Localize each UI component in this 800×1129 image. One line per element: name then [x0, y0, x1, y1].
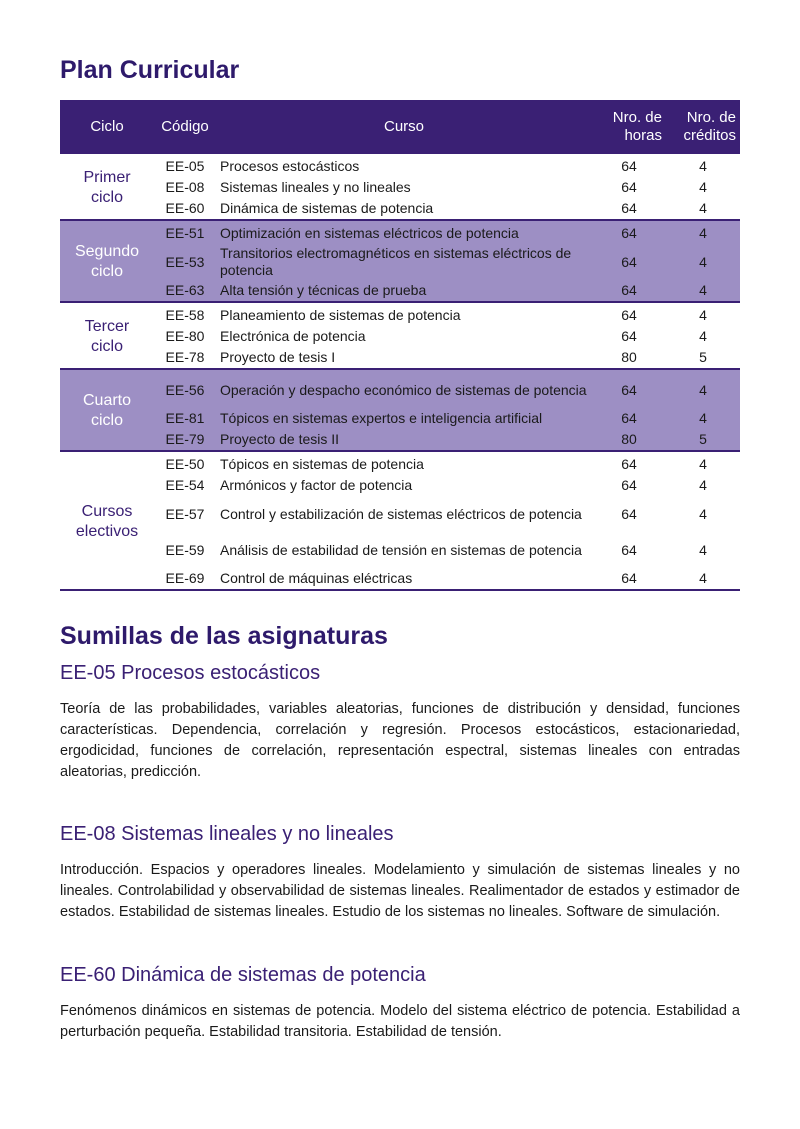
course-name: Proyecto de tesis II [216, 429, 592, 451]
course-hours: 64 [621, 570, 637, 586]
course-name: Proyecto de tesis I [220, 349, 336, 365]
table-row [60, 532, 740, 568]
course-credits: 4 [666, 244, 740, 280]
group-cuarto-ciclo [60, 369, 740, 451]
sumilla-heading: EE-08 Sistemas lineales y no lineales [60, 823, 394, 845]
course-code: EE-63 [154, 280, 216, 302]
table-row [60, 302, 740, 326]
sumilla-text: Introducción. Espacios y operadores lineales. Modelamiento y simulación de sistemas lineales y no lineales. Controlabilidad y observabilidad de sistemas lineales. Realimentador de estados y estimador de estados. Estabilidad de sistemas lineales. Estudio de los sistemas no lineales. Software de simulación. [60, 862, 740, 920]
course-name: Sistemas lineales y no lineales [220, 179, 411, 195]
course-code: EE-54 [165, 477, 205, 493]
curriculum-table [60, 100, 740, 591]
course-code: EE-80 [165, 328, 205, 344]
course-hours: 64 [621, 541, 637, 558]
header-curso: Curso [216, 100, 592, 154]
course-name: Procesos estocásticos [220, 158, 360, 174]
table-row [60, 154, 740, 177]
table-row [60, 347, 740, 369]
course-hours: 80 [621, 349, 637, 365]
course-credits: 4 [699, 158, 707, 174]
course-code: EE-50 [165, 456, 205, 472]
ciclo-label: Primer ciclo [83, 168, 131, 206]
course-credits: 5 [666, 429, 740, 451]
ciclo-label: Tercer ciclo [84, 317, 130, 355]
course-hours: 64 [621, 179, 637, 195]
sumilla-ee08 [60, 823, 740, 923]
course-name: Operación y despacho económico de sistemas de potencia [216, 369, 592, 408]
header-horas: Nro. de horas [592, 100, 666, 154]
course-hours: 64 [592, 244, 666, 280]
table-row [60, 451, 740, 475]
course-credits: 4 [699, 307, 707, 323]
course-credits: 4 [666, 280, 740, 302]
table-row [60, 244, 740, 280]
course-hours: 64 [621, 158, 637, 174]
course-hours: 64 [592, 280, 666, 302]
course-hours: 64 [621, 505, 637, 522]
ciclo-label: Segundo ciclo [60, 220, 154, 302]
group-cursos-electivos [60, 451, 740, 590]
course-name: Control y estabilización de sistemas eléctricos de potencia [220, 505, 582, 522]
group-tercer-ciclo [60, 302, 740, 369]
sumillas-title: Sumillas de las asignaturas [60, 622, 388, 650]
course-name: Electrónica de potencia [220, 328, 366, 344]
group-segundo-ciclo [60, 220, 740, 302]
course-code: EE-79 [154, 429, 216, 451]
plan-curricular-title: Plan Curricular [60, 56, 240, 84]
course-hours: 80 [592, 429, 666, 451]
course-credits: 4 [699, 505, 707, 522]
table-row [60, 177, 740, 198]
course-hours: 64 [592, 369, 666, 408]
course-credits: 4 [666, 369, 740, 408]
course-name: Armónicos y factor de potencia [220, 477, 413, 493]
table-row [60, 408, 740, 429]
header-ciclo: Ciclo [60, 100, 154, 154]
course-name: Alta tensión y técnicas de prueba [216, 280, 592, 302]
course-name: Planeamiento de sistemas de potencia [220, 307, 461, 323]
course-credits: 4 [699, 456, 707, 472]
course-name: Tópicos en sistemas de potencia [220, 456, 424, 472]
course-hours: 64 [621, 328, 637, 344]
course-credits: 4 [699, 179, 707, 195]
group-primer-ciclo [60, 154, 740, 220]
course-code: EE-57 [165, 505, 205, 522]
course-code: EE-81 [154, 408, 216, 429]
course-hours: 64 [621, 307, 637, 323]
course-code: EE-56 [154, 369, 216, 408]
table-row [60, 475, 740, 496]
course-hours: 64 [621, 456, 637, 472]
sumilla-text: Teoría de las probabilidades, variables aleatorias, funciones de distribución y densidad, funciones características. Dependencia, correlación y regresión. Procesos estocásticos, estacionariedad, ergodicidad, funciones de correlación, representación espectral, sistemas lineales con entradas aleatorias, predicción. [60, 701, 740, 780]
table-row [60, 568, 740, 590]
sumilla-heading: EE-60 Dinámica de sistemas de potencia [60, 964, 426, 986]
header-codigo: Código [154, 100, 216, 154]
course-name: Optimización en sistemas eléctricos de potencia [216, 220, 592, 244]
course-code: EE-53 [154, 244, 216, 280]
course-code: EE-08 [165, 179, 205, 195]
course-code: EE-78 [165, 349, 205, 365]
course-name: Control de máquinas eléctricas [220, 570, 413, 586]
course-credits: 4 [699, 570, 707, 586]
table-row [60, 496, 740, 532]
course-credits: 4 [699, 200, 707, 216]
course-code: EE-05 [165, 158, 205, 174]
course-hours: 64 [621, 200, 637, 216]
table-row [60, 280, 740, 302]
course-name: Transitorios electromagnéticos en sistemas eléctricos de potencia [216, 244, 592, 280]
course-code: EE-59 [165, 541, 205, 558]
sumilla-heading: EE-05 Procesos estocásticos [60, 662, 321, 684]
table-row [60, 429, 740, 451]
course-hours: 64 [621, 477, 637, 493]
course-credits: 4 [666, 220, 740, 244]
course-code: EE-58 [165, 307, 205, 323]
table-row [60, 220, 740, 244]
ciclo-label: Cuarto ciclo [60, 369, 154, 451]
course-credits: 4 [666, 408, 740, 429]
sumilla-ee05 [60, 662, 740, 783]
course-code: EE-60 [165, 200, 205, 216]
course-credits: 4 [699, 541, 707, 558]
header-creditos: Nro. de créditos [666, 100, 740, 154]
table-row [60, 198, 740, 220]
sumilla-ee60 [60, 964, 740, 1043]
course-name: Tópicos en sistemas expertos e inteligencia artificial [216, 408, 592, 429]
sumilla-text: Fenómenos dinámicos en sistemas de potencia. Modelo del sistema eléctrico de potencia. Estabilidad a perturbación pequeña. Estabilidad transitoria. Estabilidad de tensión. [60, 1003, 740, 1040]
course-credits: 5 [699, 349, 707, 365]
course-name: Dinámica de sistemas de potencia [220, 200, 434, 216]
course-hours: 64 [592, 220, 666, 244]
course-code: EE-51 [154, 220, 216, 244]
table-row [60, 369, 740, 408]
course-code: EE-69 [165, 570, 205, 586]
course-credits: 4 [699, 477, 707, 493]
course-name: Análisis de estabilidad de tensión en sistemas de potencia [220, 541, 582, 558]
course-hours: 64 [592, 408, 666, 429]
table-row [60, 326, 740, 347]
table-header [60, 100, 740, 154]
course-credits: 4 [699, 328, 707, 344]
ciclo-label: Cursos electivos [75, 502, 139, 540]
